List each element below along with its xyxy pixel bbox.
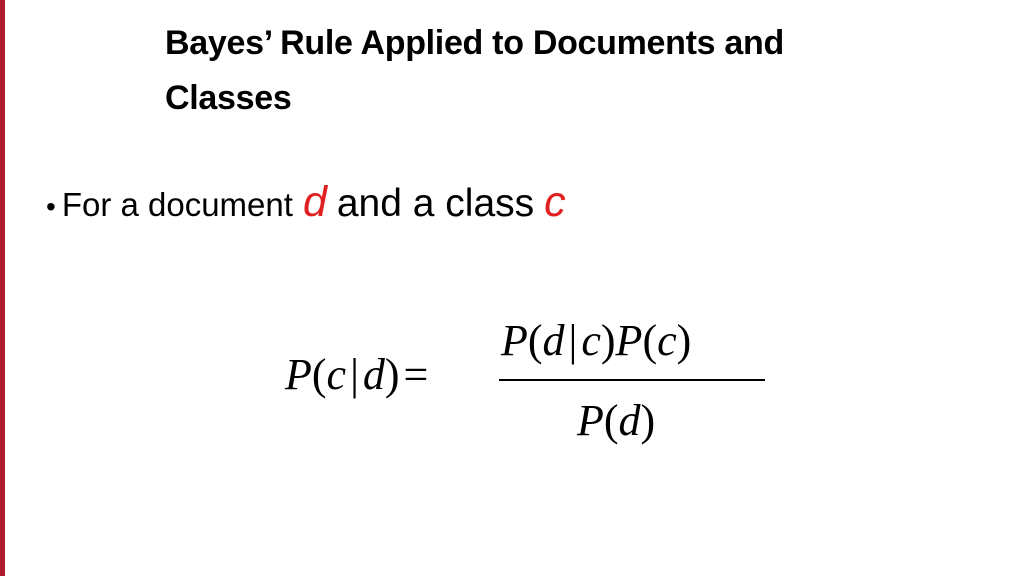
bullet-variable-c: c (544, 178, 566, 226)
bullet-item (46, 178, 566, 234)
num-d: d (542, 316, 565, 365)
formula-numerator (501, 315, 691, 366)
num-close-paren-2: ) (676, 316, 692, 365)
den-p: P (577, 396, 604, 445)
num-open-paren-1: ( (527, 316, 543, 365)
slide-accent-bar (0, 0, 5, 576)
bullet-text-prefix: For a document (61, 186, 293, 223)
formula-equals: = (403, 350, 429, 399)
bullet-text-middle: and a class (336, 182, 535, 225)
num-close-paren-1: ) (600, 316, 616, 365)
lhs-c: c (326, 350, 347, 399)
slide-title-line-2: Classes (165, 79, 292, 117)
num-c2: c (657, 316, 677, 365)
bullet-variable-d: d (302, 178, 327, 226)
den-open-paren: ( (603, 396, 619, 445)
num-open-paren-2: ( (642, 316, 658, 365)
den-close-paren: ) (640, 396, 656, 445)
num-c: c (581, 316, 601, 365)
bayes-formula (285, 315, 775, 465)
formula-lhs (285, 349, 428, 400)
den-d: d (618, 396, 641, 445)
lhs-given-bar: | (350, 350, 359, 399)
formula-denominator (577, 395, 655, 446)
fraction-line (499, 379, 765, 381)
num-p1: P (501, 316, 528, 365)
lhs-p: P (285, 350, 312, 399)
slide-title-line-1: Bayes’ Rule Applied to Documents and (165, 24, 784, 62)
lhs-close-paren: ) (384, 350, 400, 399)
num-given-bar: | (568, 316, 578, 365)
bullet-dot-icon: • (46, 191, 56, 222)
lhs-d: d (362, 350, 385, 399)
num-p2: P (615, 316, 643, 365)
slide-title (165, 16, 965, 126)
lhs-open-paren: ( (311, 350, 327, 399)
